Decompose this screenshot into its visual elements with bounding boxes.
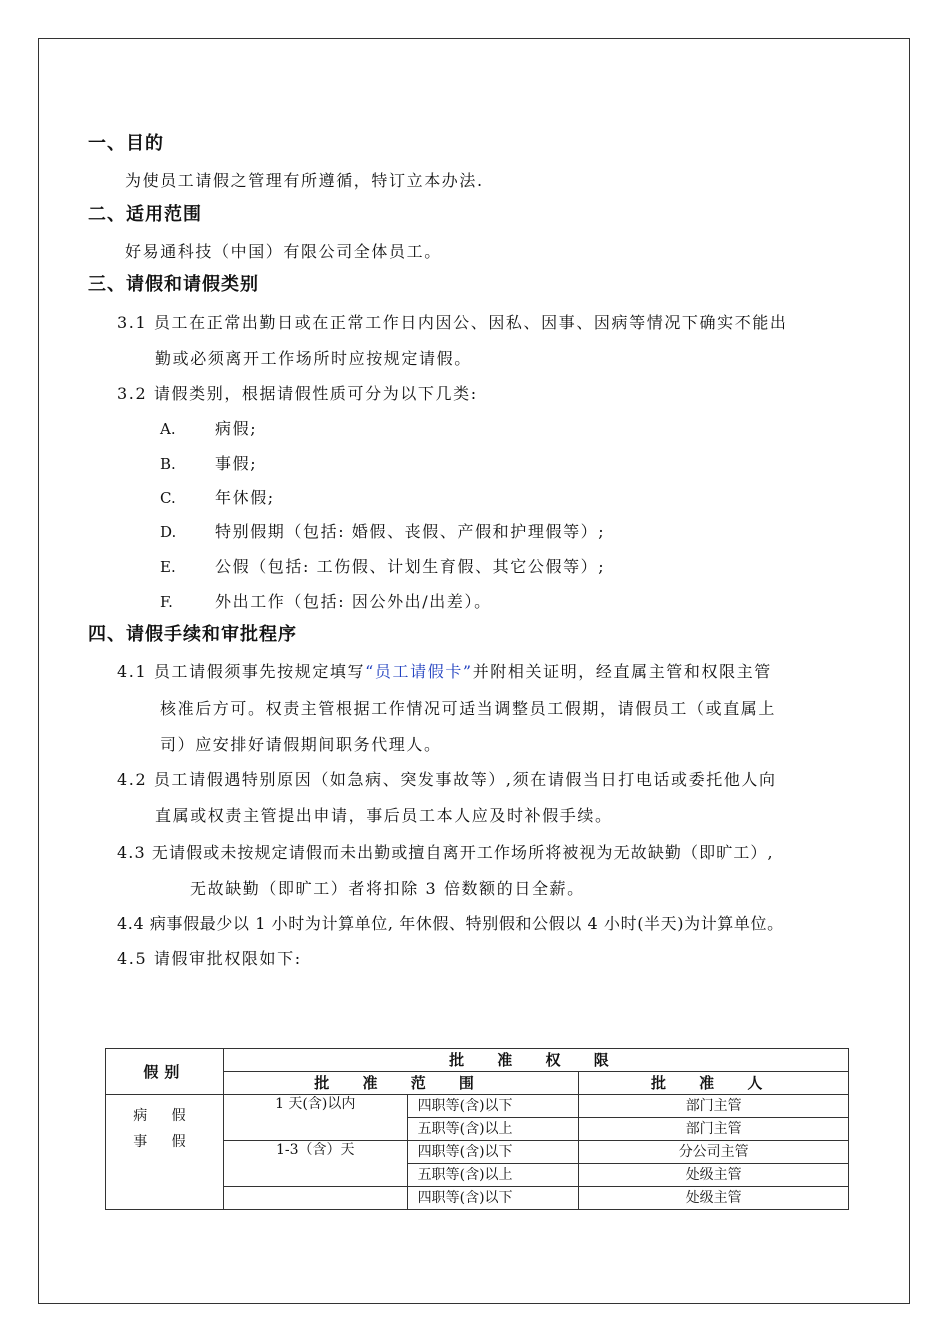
item-text: 外出工作（包括: 因公外出/出差）。 xyxy=(215,592,492,611)
clause-4-3-line-1: 4.3 无请假或未按规定请假而未出勤或擅自离开工作场所将被视为无故缺勤（即旷工）, xyxy=(117,843,774,862)
section-3-title: 三、请假和请假类别 xyxy=(88,274,259,295)
clause-4-2-line-2: 直属或权责主管提出申请，事后员工本人应及时补假手续。 xyxy=(155,806,613,825)
clause-3-1-line-2: 勤或必须离开工作场所时应按规定请假。 xyxy=(155,349,472,368)
item-text: 公假（包括: 工伤假、计划生育假、其它公假等）; xyxy=(215,557,606,576)
clause-3-1-line-1: 3.1 员工在正常出勤日或在正常工作日内因公、因私、因事、因病等情况下确实不能出 xyxy=(117,313,788,332)
leave-types-cell xyxy=(106,1095,224,1210)
approver-cell: 处级主管 xyxy=(579,1164,849,1187)
item-letter: E. xyxy=(160,558,176,576)
item-letter: D. xyxy=(160,523,177,541)
header-approver: 批 准 人 xyxy=(579,1072,849,1095)
leave-type-sick: 病 假 xyxy=(133,1108,196,1124)
clause-4-1-suffix: 并附相关证明，经直属主管和权限主管 xyxy=(472,662,772,681)
range-cell: 1-3（含）天 xyxy=(223,1141,407,1187)
header-approval-authority: 批 准 权 限 xyxy=(223,1049,848,1072)
section-1-title: 一、目的 xyxy=(88,133,164,154)
section-2-title: 二、适用范围 xyxy=(88,204,202,225)
grade-cell: 四职等(含)以下 xyxy=(407,1141,579,1164)
item-text: 病假; xyxy=(215,419,258,438)
item-text: 年休假; xyxy=(215,488,275,507)
clause-4-3-line-2: 无故缺勤（即旷工）者将扣除 3 倍数额的日全薪。 xyxy=(190,879,585,898)
approver-cell: 处级主管 xyxy=(579,1187,849,1210)
clause-4-4: 4.4 病事假最少以 1 小时为计算单位, 年休假、特别假和公假以 4 小时(半天)为计算单位。 xyxy=(117,914,784,933)
clause-4-1-line-1 xyxy=(117,662,772,682)
item-text: 特别假期（包括: 婚假、丧假、产假和护理假等）; xyxy=(215,522,606,541)
range-cell: 1 天(含)以内 xyxy=(223,1095,407,1141)
approver-cell: 部门主管 xyxy=(579,1095,849,1118)
item-letter: F. xyxy=(160,593,173,611)
clause-4-1-line-2: 核准后方可。权责主管根据工作情况可适当调整员工假期，请假员工（或直属上 xyxy=(160,699,777,718)
grade-cell: 五职等(含)以上 xyxy=(407,1164,579,1187)
clause-4-1-prefix: 4.1 员工请假须事先按规定填写 xyxy=(117,662,366,681)
clause-3-2: 3.2 请假类别，根据请假性质可分为以下几类: xyxy=(117,384,478,403)
approval-authority-table xyxy=(105,1048,849,1210)
clause-4-2-line-1: 4.2 员工请假遇特别原因（如急病、突发事故等）,须在请假当日打电话或委托他人向 xyxy=(117,770,777,789)
approver-cell: 部门主管 xyxy=(579,1118,849,1141)
approver-cell: 分公司主管 xyxy=(579,1141,849,1164)
table-header-row xyxy=(106,1049,849,1072)
header-leave-type: 假别 xyxy=(106,1049,224,1095)
item-letter: B. xyxy=(160,455,176,473)
item-letter: C. xyxy=(160,489,176,507)
leave-card-reference: “员工请假卡” xyxy=(365,662,473,681)
range-cell xyxy=(223,1187,407,1210)
section-4-title: 四、请假手续和审批程序 xyxy=(88,624,297,645)
clause-4-1-line-3: 司）应安排好请假期间职务代理人。 xyxy=(160,735,442,754)
section-1-text: 为使员工请假之管理有所遵循，特订立本办法. xyxy=(125,171,484,190)
item-letter: A. xyxy=(160,420,176,438)
table-row xyxy=(106,1095,849,1118)
section-2-text: 好易通科技（中国）有限公司全体员工。 xyxy=(125,242,442,261)
grade-cell: 五职等(含)以上 xyxy=(407,1118,579,1141)
item-text: 事假; xyxy=(215,454,258,473)
clause-4-5: 4.5 请假审批权限如下: xyxy=(117,949,302,968)
grade-cell: 四职等(含)以下 xyxy=(407,1187,579,1210)
leave-type-personal: 事 假 xyxy=(133,1134,196,1150)
grade-cell: 四职等(含)以下 xyxy=(407,1095,579,1118)
header-approval-scope: 批 准 范 围 xyxy=(223,1072,579,1095)
